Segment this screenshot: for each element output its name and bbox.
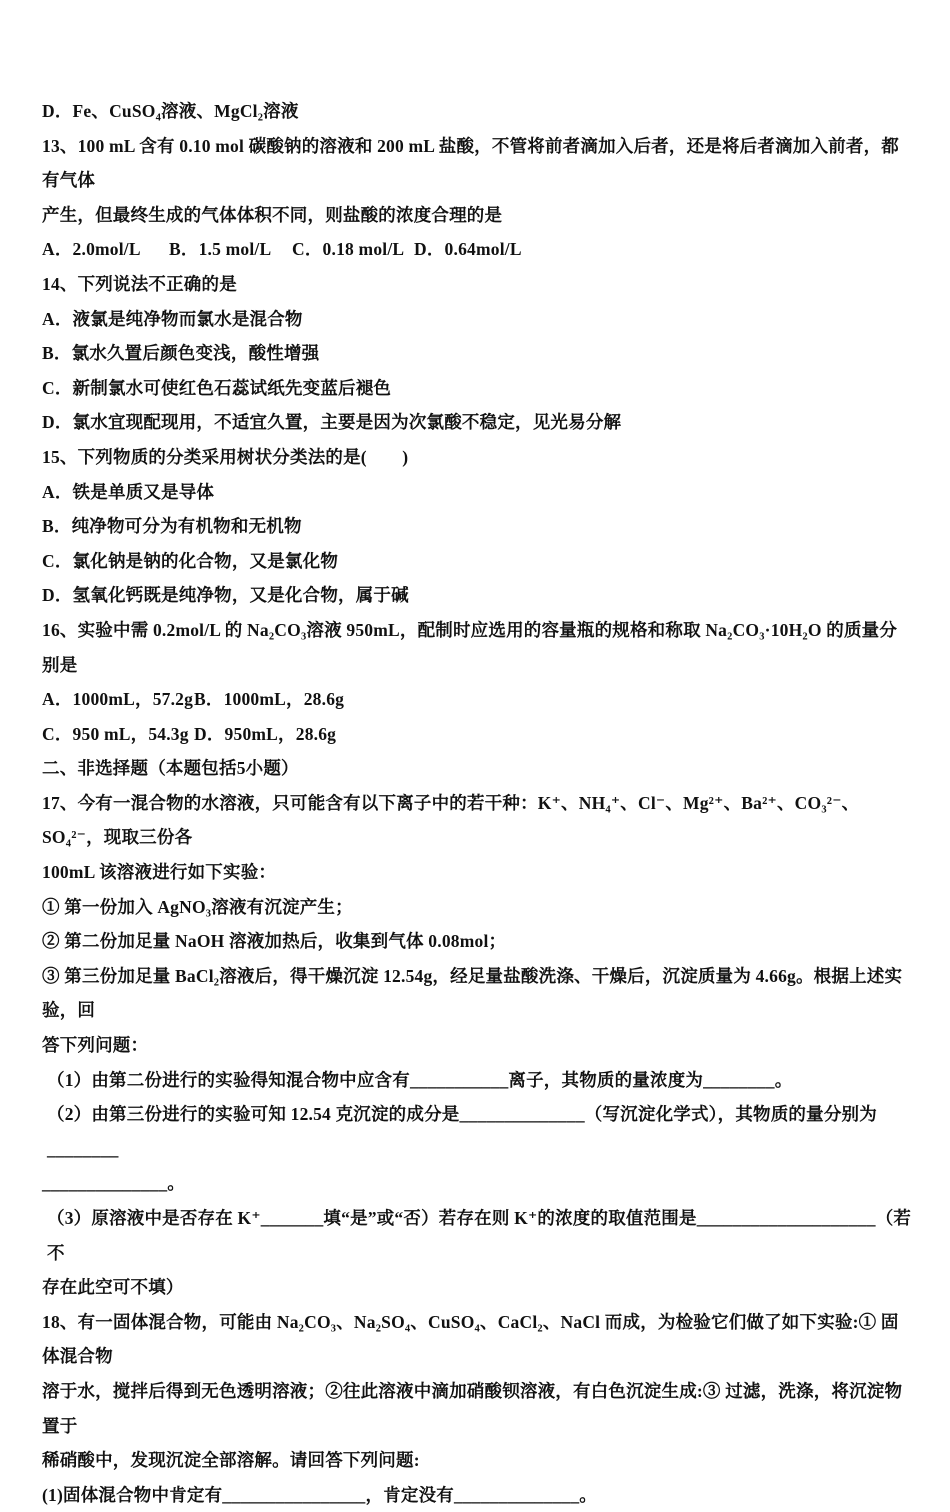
- q14-option-a: A．液氯是纯净物而氯水是混合物: [42, 308, 303, 329]
- q14-option-d: D．氯水宜现配现用，不适宜久置，主要是因为次氯酸不稳定，见光易分解: [42, 412, 622, 433]
- q17-blank-question-1: （1）由第二份进行的实验得知混合物中应含有___________离子，其物质的量浓度为________。: [47, 1069, 793, 1090]
- q17-blank-question-2-line-2: ______________。: [42, 1173, 185, 1194]
- q13-option-b: B．1.5 mol/L: [169, 239, 272, 260]
- q17-step-3-line-1: ③ 第三份加足量 BaCl₂溶液后，得干燥沉淀 12.54g，经足量盐酸洗涤、干燥后，沉淀质量为 4.66g。根据上述实验，回: [42, 965, 903, 1021]
- q18-stem-line-1: 18、有一固体混合物，可能由 Na₂CO₃、Na₂SO₄、CuSO₄、CaCl₂、NaCl 而成，为检验它们做了如下实验:① 固体混合物: [42, 1311, 899, 1367]
- q13-stem-line-2: 产生，但最终生成的气体体积不同，则盐酸的浓度合理的是: [42, 204, 503, 225]
- q16-option-b: B．1000mL，28.6g: [194, 689, 345, 710]
- q13-stem-line-1: 13、100 mL 含有 0.10 mol 碳酸钠的溶液和 200 mL 盐酸，不管将前者滴加入后者，还是将后者滴加入前者，都有气体: [42, 135, 899, 191]
- q15-option-a: A．铁是单质又是导体: [42, 481, 215, 502]
- q13-options-row: [42, 232, 912, 267]
- q14-option-b: B．氯水久置后颜色变浅，酸性增强: [42, 343, 320, 364]
- q16-options-row-2: [42, 717, 912, 752]
- q13-option-c: C．0.18 mol/L: [292, 239, 405, 260]
- q13-option-a: A．2.0mol/L: [42, 239, 141, 260]
- q17-blank-question-2-line-1: （2）由第三份进行的实验可知 12.54 克沉淀的成分是______________（写沉淀化学式），其物质的量分别为________: [47, 1104, 877, 1159]
- q13-option-d: D．0.64mol/L: [414, 239, 522, 260]
- q15-stem: 15、下列物质的分类采用树状分类法的是( ): [42, 446, 409, 467]
- section2-heading: 二、非选择题（本题包括5小题）: [42, 758, 299, 779]
- q16-option-a: A．1000mL，57.2g: [42, 689, 194, 710]
- q16-stem: 16、实验中需 0.2mol/L 的 Na₂CO₃溶液 950mL，配制时应选用的容量瓶的规格和称取 Na₂CO₃·10H₂O 的质量分别是: [42, 619, 898, 675]
- q17-stem-line-2: 100mL 该溶液进行如下实验：: [42, 862, 277, 883]
- q16-option-d: D．950mL，28.6g: [194, 723, 337, 744]
- q16-option-c: C．950 mL，54.3g: [42, 723, 189, 744]
- prev-question-option-d: D．Fe、CuSO₄溶液、MgCl₂溶液: [42, 101, 299, 121]
- q16-options-row-1: [42, 682, 912, 717]
- q15-option-c: C．氯化钠是钠的化合物，又是氯化物: [42, 550, 339, 571]
- q17-step-1: ① 第一份加入 AgNO₃溶液有沉淀产生；: [42, 896, 353, 917]
- q18-stem-line-3: 稀硝酸中，发现沉淀全部溶解。请回答下列问题:: [42, 1450, 420, 1471]
- q17-blank-question-3-line-2: 存在此空可不填）: [42, 1277, 184, 1298]
- q18-blank-question-1: (1)固体混合物中肯定有________________，肯定没有______________。: [42, 1484, 598, 1505]
- q18-stem-line-2: 溶于水，搅拌后得到无色透明溶液；②往此溶液中滴加硝酸钡溶液，有白色沉淀生成:③ 过滤，洗涤，将沉淀物置于: [42, 1380, 903, 1436]
- q15-option-d: D．氢氧化钙既是纯净物，又是化合物，属于碱: [42, 585, 409, 606]
- q17-blank-question-3-line-1: （3）原溶液中是否存在 K⁺_______填“是”或“否）若存在则 K⁺的浓度的取值范围是____________________（若不: [47, 1208, 912, 1263]
- q17-step-2: ② 第二份加足量 NaOH 溶液加热后，收集到气体 0.08mol；: [42, 931, 507, 952]
- q15-option-b: B．纯净物可分为有机物和无机物: [42, 516, 302, 537]
- q17-step-3-line-2: 答下列问题：: [42, 1035, 149, 1056]
- q17-stem-line-1: 17、今有一混合物的水溶液，只可能含有以下离子中的若干种：K⁺、NH₄⁺、Cl⁻、Mg²⁺、Ba²⁺、CO₃²⁻、SO₄²⁻，现取三份各: [42, 792, 860, 848]
- q14-stem: 14、下列说法不正确的是: [42, 273, 237, 294]
- q14-option-c: C．新制氯水可使红色石蕊试纸先变蓝后褪色: [42, 377, 392, 398]
